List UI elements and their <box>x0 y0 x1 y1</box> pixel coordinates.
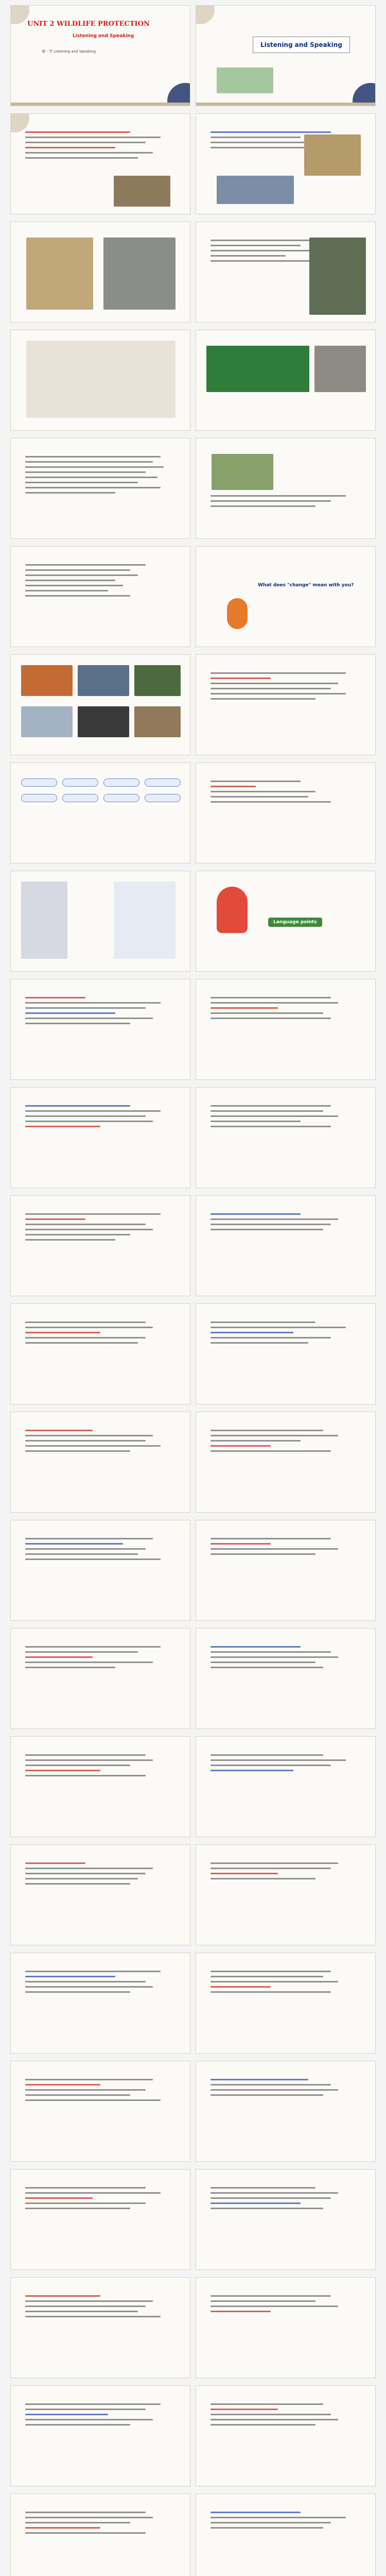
text-lines <box>25 2187 176 2213</box>
slide-text <box>10 2494 190 2576</box>
text-lines <box>210 672 361 703</box>
slide-text <box>10 1087 190 1188</box>
slide-text <box>196 2385 376 2486</box>
balloon-image <box>217 887 248 933</box>
slide-text <box>196 1844 376 1945</box>
slide-text <box>196 1736 376 1837</box>
corner-decoration <box>10 5 29 24</box>
slide-text <box>10 1303 190 1404</box>
scene-image <box>78 706 129 737</box>
slide-text <box>196 1303 376 1404</box>
slide-text <box>196 2061 376 2162</box>
text-lines <box>210 495 361 511</box>
slide-text <box>196 2494 376 2576</box>
cover-note: 第一节 Listening and Speaking <box>42 49 96 54</box>
text-lines <box>25 456 176 497</box>
slide-content <box>10 762 190 863</box>
figure-image <box>227 598 248 629</box>
slide-text <box>196 2169 376 2270</box>
text-lines <box>25 1646 176 1672</box>
word-pill <box>21 778 57 787</box>
slide-section-change <box>196 546 376 647</box>
slide-content <box>10 871 190 972</box>
text-lines <box>25 1971 176 1996</box>
animal-image <box>309 238 366 315</box>
bottom-band <box>196 103 375 106</box>
text-lines <box>210 997 361 1023</box>
animal-image <box>212 454 273 490</box>
text-lines <box>210 1321 361 1347</box>
slide-text <box>10 1195 190 1296</box>
text-lines <box>25 1538 176 1564</box>
text-lines <box>25 1213 176 1244</box>
slide-content <box>196 113 376 214</box>
corner-decoration <box>10 113 29 132</box>
text-lines <box>210 1430 361 1455</box>
slide-content <box>196 762 376 863</box>
text-lines <box>210 2512 361 2532</box>
slide-text <box>196 979 376 1080</box>
slide-content <box>10 546 190 647</box>
bottom-band <box>11 103 190 106</box>
animal-image <box>217 176 294 204</box>
word-pill <box>145 794 181 802</box>
text-lines <box>210 2295 361 2316</box>
corner-decoration <box>196 5 215 24</box>
highlight-box <box>206 346 309 392</box>
slide-text <box>10 1953 190 2054</box>
text-lines <box>210 781 361 806</box>
unit-subtitle: Listening and Speaking <box>73 33 134 39</box>
text-lines <box>25 1754 176 1780</box>
word-pill <box>145 778 181 787</box>
text-lines <box>25 1321 176 1347</box>
slide-text <box>10 1844 190 1945</box>
slide-text <box>10 979 190 1080</box>
slide-content <box>10 222 190 323</box>
slide-text <box>10 1520 190 1621</box>
text-lines <box>210 1213 361 1234</box>
slide-text <box>10 2277 190 2378</box>
slide-text <box>196 1195 376 1296</box>
word-pill <box>21 794 57 802</box>
word-pill <box>62 794 98 802</box>
text-lines <box>210 1105 361 1131</box>
text-lines <box>25 1862 176 1888</box>
slide-language-points <box>196 871 376 972</box>
slide-content <box>196 438 376 539</box>
landscape-image <box>217 67 273 93</box>
animal-image <box>26 238 93 310</box>
text-lines <box>210 1538 361 1558</box>
text-lines <box>25 1430 176 1455</box>
text-lines <box>210 1971 361 1996</box>
slide-content <box>10 330 190 431</box>
language-points-label: Language points <box>268 918 322 927</box>
slide-text <box>196 1412 376 1513</box>
slide-text <box>10 2061 190 2162</box>
scene-image <box>134 665 181 696</box>
slide-text <box>10 1628 190 1729</box>
unit-title: UNIT 2 WILDLIFE PROTECTION <box>27 20 150 28</box>
slide-content <box>10 113 190 214</box>
text-lines <box>25 2512 176 2537</box>
word-pill <box>62 778 98 787</box>
text-lines <box>210 2187 361 2213</box>
slide-text <box>10 2385 190 2486</box>
text-lines <box>210 1862 361 1883</box>
slide-text <box>10 1736 190 1837</box>
text-lines <box>210 2403 361 2429</box>
scene-image <box>21 706 73 737</box>
table-image <box>26 341 176 418</box>
section-heading: Listening and Speaking <box>253 37 350 53</box>
text-lines <box>25 564 176 600</box>
slide-text <box>196 2277 376 2378</box>
slide-content <box>10 438 190 539</box>
slide-content <box>196 330 376 431</box>
scene-image <box>134 706 181 737</box>
text-lines <box>210 2079 361 2099</box>
animal-image <box>103 238 176 310</box>
slide-text <box>196 1953 376 2054</box>
slide-text <box>10 2169 190 2270</box>
slide-cover <box>10 5 190 106</box>
slide-content <box>196 654 376 755</box>
word-list-image <box>21 882 67 959</box>
word-pill <box>103 794 139 802</box>
text-lines <box>25 1105 176 1131</box>
text-lines <box>210 1754 361 1775</box>
text-lines <box>210 1646 361 1672</box>
scene-image <box>78 665 129 696</box>
slide-content <box>196 222 376 323</box>
slide-section-title <box>196 5 376 106</box>
slide-text <box>196 1520 376 1621</box>
text-lines <box>25 997 176 1028</box>
scene-image <box>21 665 73 696</box>
slide-content <box>10 654 190 755</box>
change-question: What does "change" mean with you? <box>258 583 354 588</box>
animal-image <box>114 176 170 207</box>
animal-image <box>314 346 366 392</box>
animal-image <box>304 134 361 176</box>
slide-text <box>196 1087 376 1188</box>
slide-text <box>196 1628 376 1729</box>
slide-text <box>10 1412 190 1513</box>
text-lines <box>25 2079 176 2105</box>
text-lines <box>25 2403 176 2429</box>
text-lines <box>25 131 176 162</box>
match-list-image <box>114 882 176 959</box>
text-lines <box>25 2295 176 2321</box>
word-pill <box>103 778 139 787</box>
